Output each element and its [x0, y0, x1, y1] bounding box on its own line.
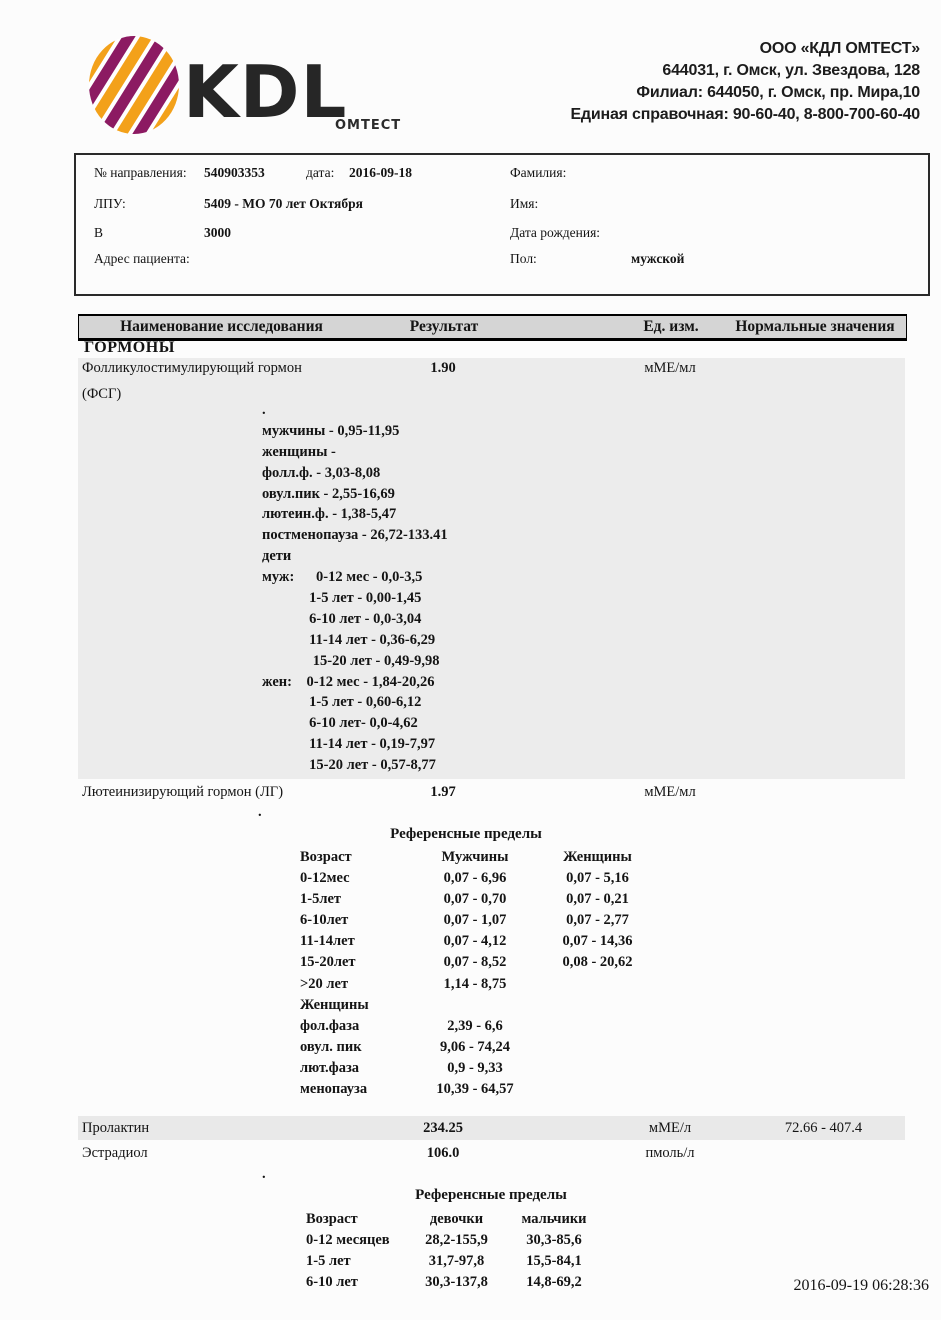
lh-reference-header-row — [300, 847, 660, 868]
col-header-result: Результат — [409, 318, 479, 335]
lh-ref-col-age: Возраст — [300, 849, 352, 865]
reference-table-row: лют.фаза 0,9 - 9,33 — [300, 1059, 503, 1076]
fsh-row-shading — [78, 358, 905, 779]
test-result-prolactin: 234.25 — [423, 1120, 463, 1136]
col-header-normal-values: Нормальные значения — [735, 318, 895, 335]
reference-table-row: 6-10лет 0,07 - 1,07 0,07 - 2,77 — [300, 912, 629, 929]
test-result-estradiol: 106.0 — [426, 1145, 460, 1161]
lh-ref-col-men: Мужчины — [441, 849, 509, 865]
kdl-logo-subtext: ОМТЕСТ — [335, 118, 402, 133]
lh-reference-rows — [300, 868, 660, 1100]
reference-table-row: 1-5 лет 31,7-97,8 15,5-84,1 — [306, 1253, 582, 1269]
lab-phone: Единая справочная: 90-60-40, 8-800-700-60-40 — [570, 106, 920, 123]
reference-table-row: фол.фаза 2,39 - 6,6 — [300, 1017, 503, 1034]
section-title-hormones: ГОРМОНЫ — [84, 339, 175, 356]
reference-line: 1-5 лет - 0,60-6,12 — [262, 694, 422, 711]
estradiol-reference-dot: . — [262, 1166, 266, 1182]
date-value: 2016-09-18 — [349, 165, 412, 180]
fsh-reference-block — [262, 400, 448, 776]
referral-value: 540903353 — [204, 165, 265, 180]
lh-reference-title: Референсные пределы — [390, 826, 542, 842]
est-ref-col-girls: девочки — [429, 1211, 484, 1227]
test-unit-prolactin: мМЕ/л — [648, 1120, 692, 1136]
reference-table-row: 11-14лет 0,07 - 4,12 0,07 - 14,36 — [300, 933, 633, 950]
reference-table-row: 15-20лет 0,07 - 8,52 0,08 - 20,62 — [300, 954, 633, 971]
reference-line: 15-20 лет - 0,49-9,98 — [262, 652, 440, 669]
reference-line: 11-14 лет - 0,36-6,29 — [262, 631, 436, 648]
estradiol-reference-rows — [306, 1230, 604, 1293]
reference-line: 15-20 лет - 0,57-8,77 — [262, 757, 436, 774]
kdl-sphere-icon — [88, 35, 180, 135]
test-name-estradiol: Эстрадиол — [82, 1145, 148, 1161]
lh-reference-dot: . — [258, 804, 262, 820]
reference-line: муж: 0-12 мес - 0,0-3,5 — [262, 569, 423, 586]
reference-line: . — [262, 402, 266, 418]
referral-label: № направления: — [94, 165, 187, 180]
reference-line: овул.пик - 2,55-16,69 — [262, 485, 395, 502]
test-unit-fsh: мМЕ/мл — [644, 360, 696, 376]
est-ref-col-boys: мальчики — [521, 1211, 587, 1227]
lab-address-1: 644031, г. Омск, ул. Звездова, 128 — [662, 62, 920, 79]
birthdate-label: Дата рождения: — [510, 225, 601, 240]
test-name-fsh-line2: (ФСГ) — [82, 386, 122, 402]
reference-line: фолл.ф. - 3,03-8,08 — [262, 464, 381, 481]
test-unit-estradiol: пмоль/л — [645, 1145, 695, 1161]
date-label: дата: — [306, 165, 335, 180]
test-normal-range-prolactin: 72.66 - 407.4 — [784, 1120, 863, 1136]
reference-line: лютеин.ф. - 1,38-5,47 — [262, 506, 397, 523]
lab-contact-info — [570, 38, 920, 126]
lastname-label: Фамилия: — [510, 165, 567, 180]
test-result-fsh: 1.90 — [430, 360, 456, 376]
reference-table-row: овул. пик 9,06 - 74,24 — [300, 1038, 511, 1055]
firstname-label: Имя: — [510, 196, 539, 211]
reference-table-row: 0-12 месяцев 28,2-155,9 30,3-85,6 — [306, 1232, 582, 1248]
lpu-label: ЛПУ: — [94, 196, 126, 211]
kdl-logo — [86, 32, 506, 142]
estradiol-reference-title: Референсные пределы — [415, 1187, 567, 1203]
reference-line: 6-10 лет- 0,0-4,62 — [262, 715, 418, 732]
reference-line: дети — [262, 548, 292, 565]
kdl-logo-text: KDL — [183, 50, 348, 134]
reference-table-row: 0-12мес 0,07 - 6,96 0,07 - 5,16 — [300, 870, 629, 887]
reference-table-row: >20 лет 1,14 - 8,75 — [300, 975, 507, 992]
test-result-lh: 1.97 — [430, 784, 456, 800]
b-label: В — [94, 225, 104, 240]
print-timestamp: 2016-09-19 06:28:36 — [793, 1277, 929, 1294]
reference-line: мужчины - 0,95-11,95 — [262, 422, 400, 439]
reference-line: 6-10 лет - 0,0-3,04 — [262, 610, 422, 627]
test-unit-lh: мМЕ/мл — [644, 784, 696, 800]
sex-value: мужской — [631, 251, 685, 266]
col-header-units: Ед. изм. — [643, 318, 699, 335]
reference-line: постменопауза - 26,72-133.41 — [262, 527, 448, 544]
reference-line: 11-14 лет - 0,19-7,97 — [262, 736, 436, 753]
lpu-value: 5409 - МО 70 лет Октября — [204, 196, 363, 211]
test-name-lh: Лютеинизирующий гормон (ЛГ) — [82, 784, 284, 800]
results-table-header — [78, 314, 907, 341]
reference-table-row: 6-10 лет 30,3-137,8 14,8-69,2 — [306, 1274, 582, 1290]
b-value: 3000 — [204, 225, 231, 240]
reference-table-row: менопауза 10,39 - 64,57 — [300, 1081, 514, 1098]
estradiol-reference-table — [306, 1209, 604, 1293]
patient-address-label: Адрес пациента: — [94, 251, 190, 266]
est-ref-col-age: Возраст — [306, 1211, 358, 1227]
lab-address-2: Филиал: 644050, г. Омск, пр. Мира,10 — [636, 84, 920, 101]
reference-line: 1-5 лет - 0,00-1,45 — [262, 590, 422, 607]
reference-table-row: 1-5лет 0,07 - 0,70 0,07 - 0,21 — [300, 891, 629, 908]
lh-ref-col-women: Женщины — [563, 849, 632, 865]
reference-line: женщины - — [262, 443, 336, 460]
col-header-test-name: Наименование исследования — [120, 318, 323, 335]
lab-company-name: ООО «КДЛ ОМТЕСТ» — [759, 40, 920, 57]
sex-label: Пол: — [510, 251, 537, 266]
reference-table-row: Женщины — [300, 996, 369, 1013]
test-name-fsh: Фолликулостимулирующий гормон — [82, 360, 302, 376]
patient-info-box — [74, 153, 930, 296]
reference-line: жен: 0-12 мес - 1,84-20,26 — [262, 673, 435, 690]
test-name-prolactin: Пролактин — [82, 1120, 150, 1136]
lh-reference-table — [300, 847, 660, 1100]
estradiol-reference-header-row — [306, 1209, 604, 1230]
